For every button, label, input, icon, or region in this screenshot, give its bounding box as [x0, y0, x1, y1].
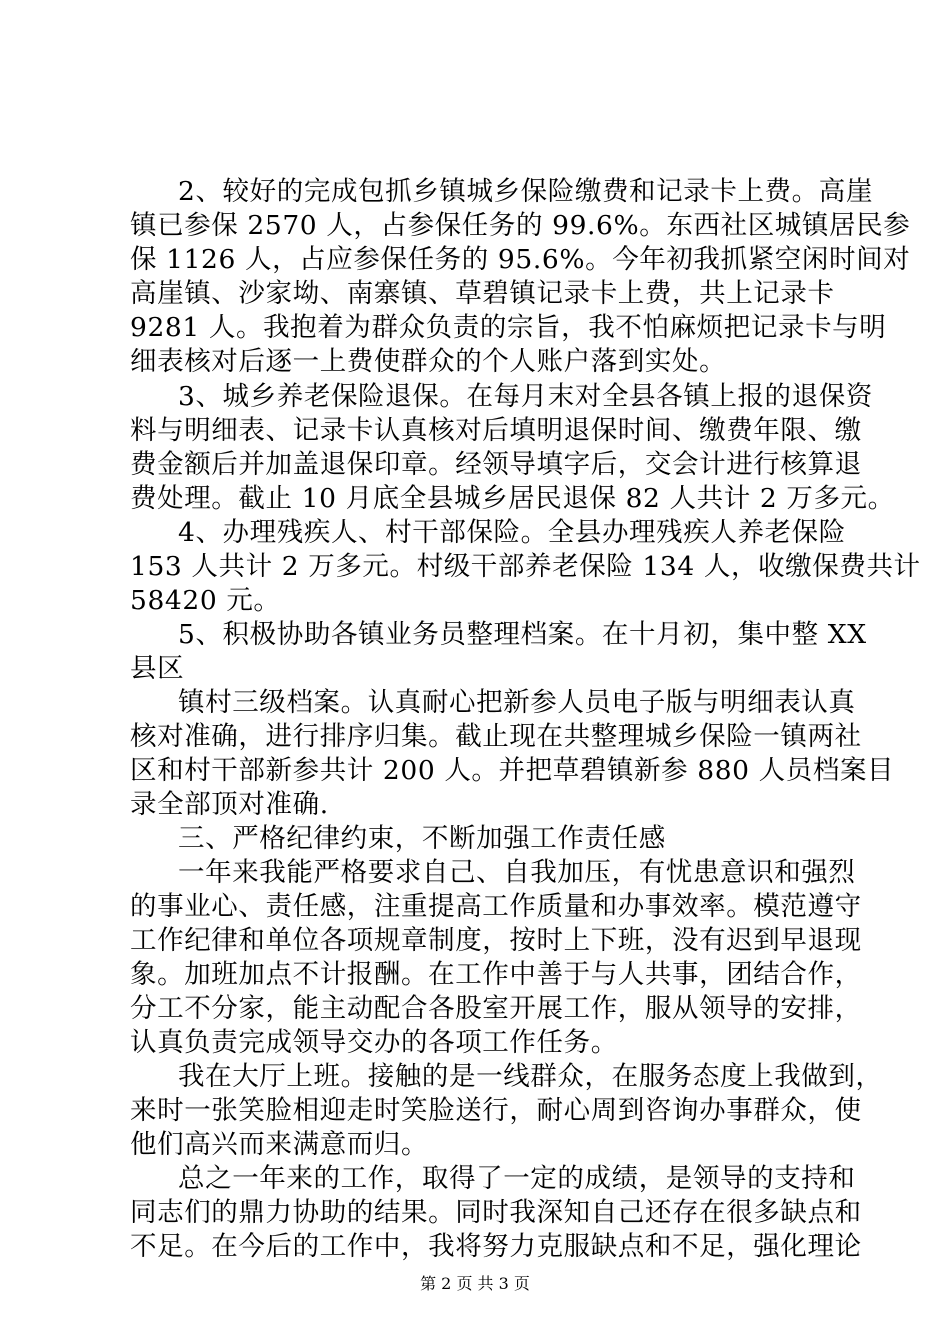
text-line: 分工不分家，能主动配合各股室开展工作，服从领导的安排，: [130, 993, 862, 1024]
text-line: 他们高兴而来满意而归。: [130, 1129, 429, 1160]
text-line: 9281 人。我抱着为群众负责的宗旨，我不怕麻烦把记录卡与明: [130, 312, 887, 343]
section-heading: 三、严格纪律约束，不断加强工作责任感: [178, 823, 666, 854]
text-line: 4、办理残疾人、村干部保险。全县办理残疾人养老保险: [178, 517, 846, 548]
page-footer: 第 2 页 共 3 页: [420, 1274, 530, 1293]
text-line: 总之一年来的工作，取得了一定的成绩，是领导的支持和: [178, 1163, 856, 1194]
text-line: 认真负责完成领导交办的各项工作任务。: [130, 1027, 618, 1058]
text-line: 我在大厅上班。接触的是一线群众，在服务态度上我做到，: [178, 1061, 883, 1092]
text-line: 同志们的鼎力协助的结果。同时我深知自己还存在很多缺点和: [130, 1197, 862, 1228]
text-line: 不足。在今后的工作中，我将努力克服缺点和不足，强化理论: [130, 1231, 862, 1262]
text-line: 153 人共计 2 万多元。村级干部养老保险 134 人，收缴保费共计: [130, 551, 921, 582]
text-line: 工作纪律和单位各项规章制度，按时上下班，没有迟到早退现: [130, 925, 862, 956]
text-line: 一年来我能严格要求自己、自我加压，有忧患意识和强烈: [178, 857, 856, 888]
text-line: 2、较好的完成包抓乡镇城乡保险缴费和记录卡上费。高崖: [178, 176, 873, 207]
text-line: 保 1126 人，占应参保任务的 95.6%。今年初我抓紧空闲时间对: [130, 244, 911, 275]
text-line: 费金额后并加盖退保印章。经领导填字后，交会计进行核算退: [130, 449, 862, 480]
text-line: 费处理。截止 10 月底全县城乡居民退保 82 人共计 2 万多元。: [130, 483, 895, 514]
text-line: 58420 元。: [130, 585, 281, 616]
text-line: 5、积极协助各镇业务员整理档案。在十月初，集中整 XX: [178, 619, 867, 650]
text-line: 高崖镇、沙家坳、南寨镇、草碧镇记录卡上费，共上记录卡: [130, 278, 835, 309]
text-line: 核对准确，进行排序归集。截止现在共整理城乡保险一镇两社: [130, 721, 862, 752]
text-line: 来时一张笑脸相迎走时笑脸送行，耐心周到咨询办事群众，使: [130, 1095, 862, 1126]
text-line: 的事业心、责任感，注重提高工作质量和办事效率。模范遵守: [130, 891, 862, 922]
text-line: 镇村三级档案。认真耐心把新参人员电子版与明细表认真: [178, 687, 856, 718]
text-line: 象。加班加点不计报酬。在工作中善于与人共事，团结合作，: [130, 959, 862, 990]
text-line: 3、城乡养老保险退保。在每月末对全县各镇上报的退保资: [178, 381, 873, 412]
text-line: 细表核对后逐一上费使群众的个人账户落到实处。: [130, 346, 727, 377]
text-line: 镇已参保 2570 人，占参保任务的 99.6%。东西社区城镇居民参: [130, 210, 911, 241]
text-line: 录全部顶对准确.: [130, 789, 329, 820]
text-line: 县区: [130, 653, 185, 684]
text-line: 区和村干部新参共计 200 人。并把草碧镇新参 880 人员档案目: [130, 755, 895, 786]
text-line: 料与明细表、记录卡认真核对后填明退保时间、缴费年限、缴: [130, 415, 862, 446]
